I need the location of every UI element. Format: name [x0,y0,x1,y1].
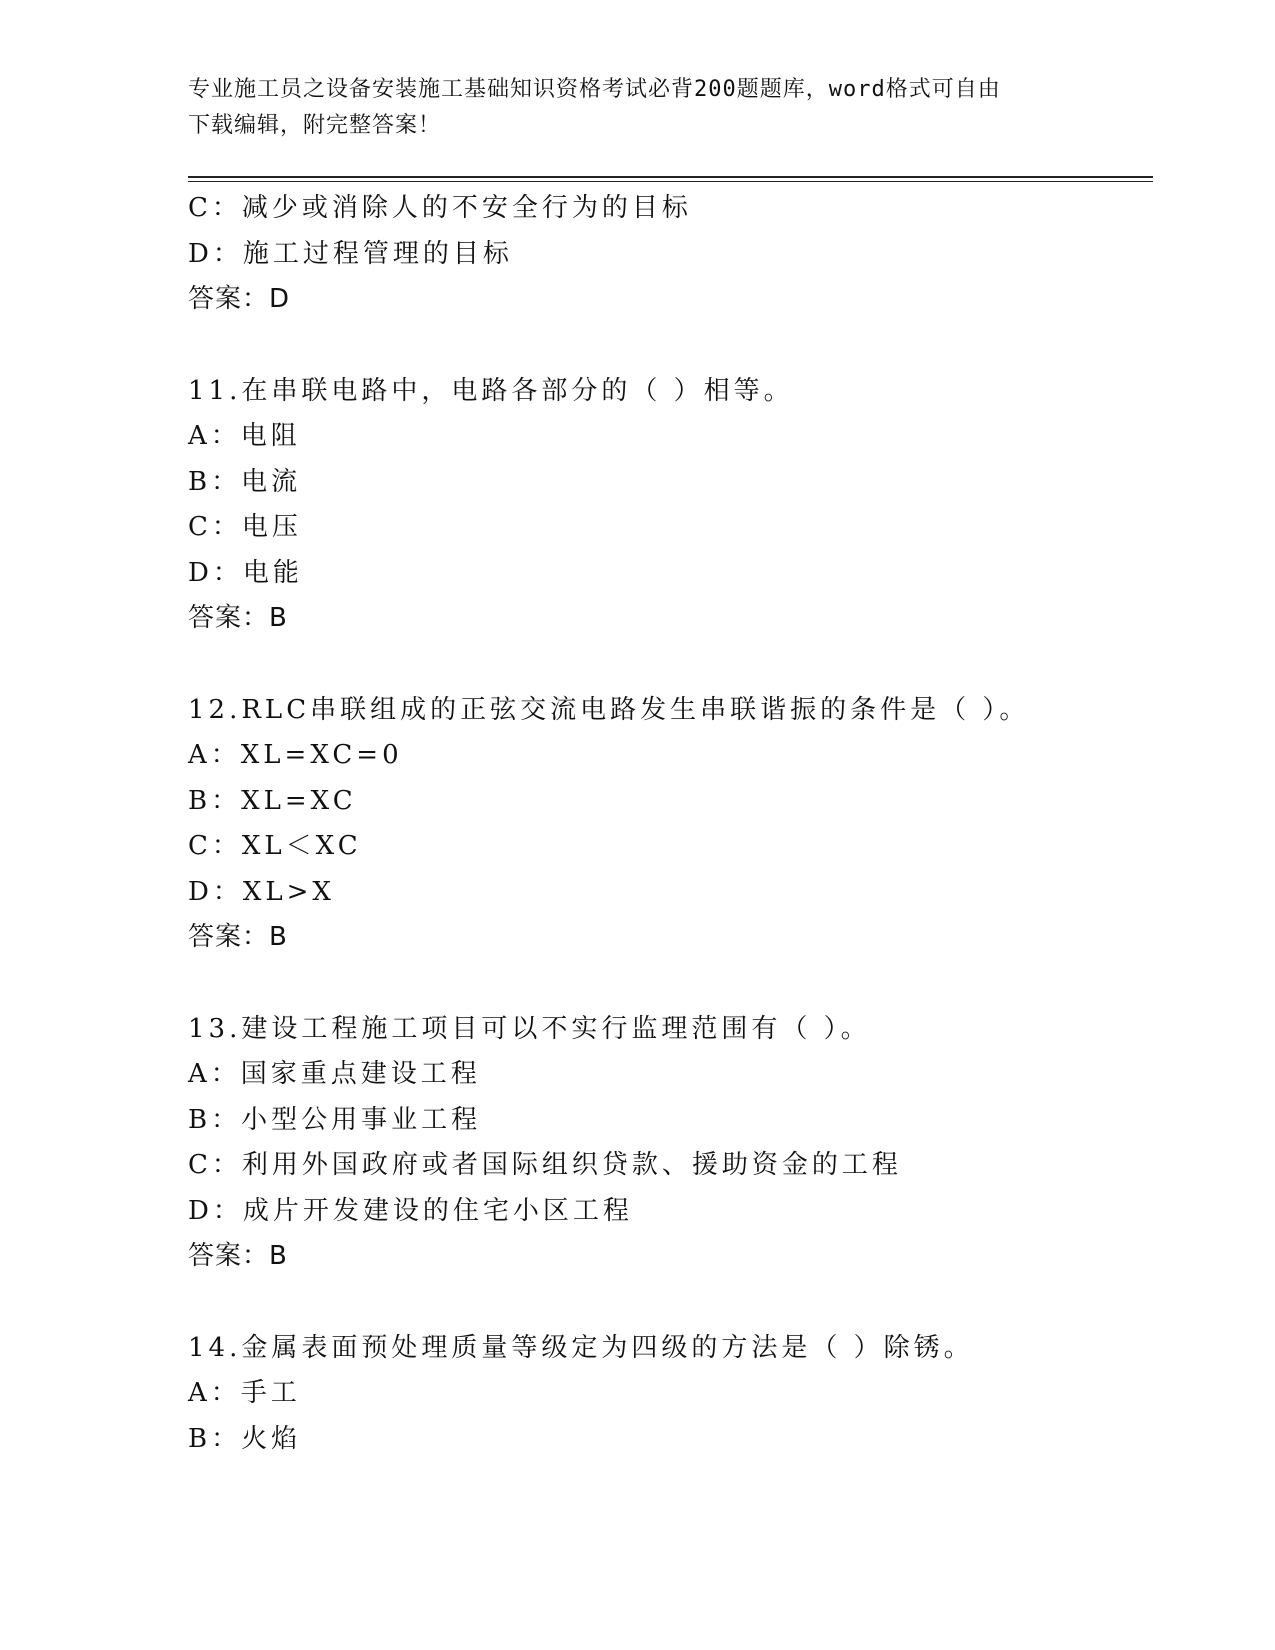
answer-label: 答案：D [188,284,291,314]
question-11 [188,369,1148,642]
option-b: B：电流 [188,466,302,497]
option-a: A：国家重点建设工程 [188,1059,481,1089]
question-12 [188,688,1148,961]
document-header [188,72,1068,144]
option-c: C：XL＜XC [188,831,362,861]
question-stem: 14.金属表面预处理质量等级定为四级的方法是（ ）除锈。 [188,1332,974,1363]
answer-label: 答案：B [188,1241,288,1271]
question-13 [188,1007,1148,1280]
answer-label: 答案：B [188,603,288,633]
question-14 [188,1326,1148,1463]
answer-label: 答案：B [188,922,288,952]
option-d: D：电能 [188,557,303,588]
option-a: A：XL=XC=0 [188,740,403,770]
header-divider [188,176,1153,178]
option-a: A：手工 [188,1378,301,1408]
option-b: B：XL=XC [188,785,357,816]
question-stem: 11.在串联电路中，电路各部分的（ ）相等。 [188,375,794,406]
option-d: D：施工过程管理的目标 [188,238,513,269]
question-10-continued [188,186,1148,323]
option-c: C：电压 [188,512,302,542]
option-b: B：小型公用事业工程 [188,1104,482,1135]
header-line-1: 专业施工员之设备安装施工基础知识资格考试必背200题题库，word格式可自由 [188,77,1001,102]
option-d: D：XL>X [188,876,335,907]
question-list [188,186,1148,1462]
option-b: B：火焰 [188,1423,302,1454]
header-divider-thin [188,181,1153,182]
question-stem: 13.建设工程施工项目可以不实行监理范围有（ ）。 [188,1013,871,1044]
question-stem: 12.RLC串联组成的正弦交流电路发生串联谐振的条件是（ ）。 [188,694,1030,725]
option-a: A：电阻 [188,421,301,451]
header-line-2: 下载编辑，附完整答案！ [188,113,442,138]
option-d: D：成片开发建设的住宅小区工程 [188,1195,633,1226]
option-c: C：利用外国政府或者国际组织贷款、援助资金的工程 [188,1150,902,1180]
option-c: C：减少或消除人的不安全行为的目标 [188,193,692,223]
